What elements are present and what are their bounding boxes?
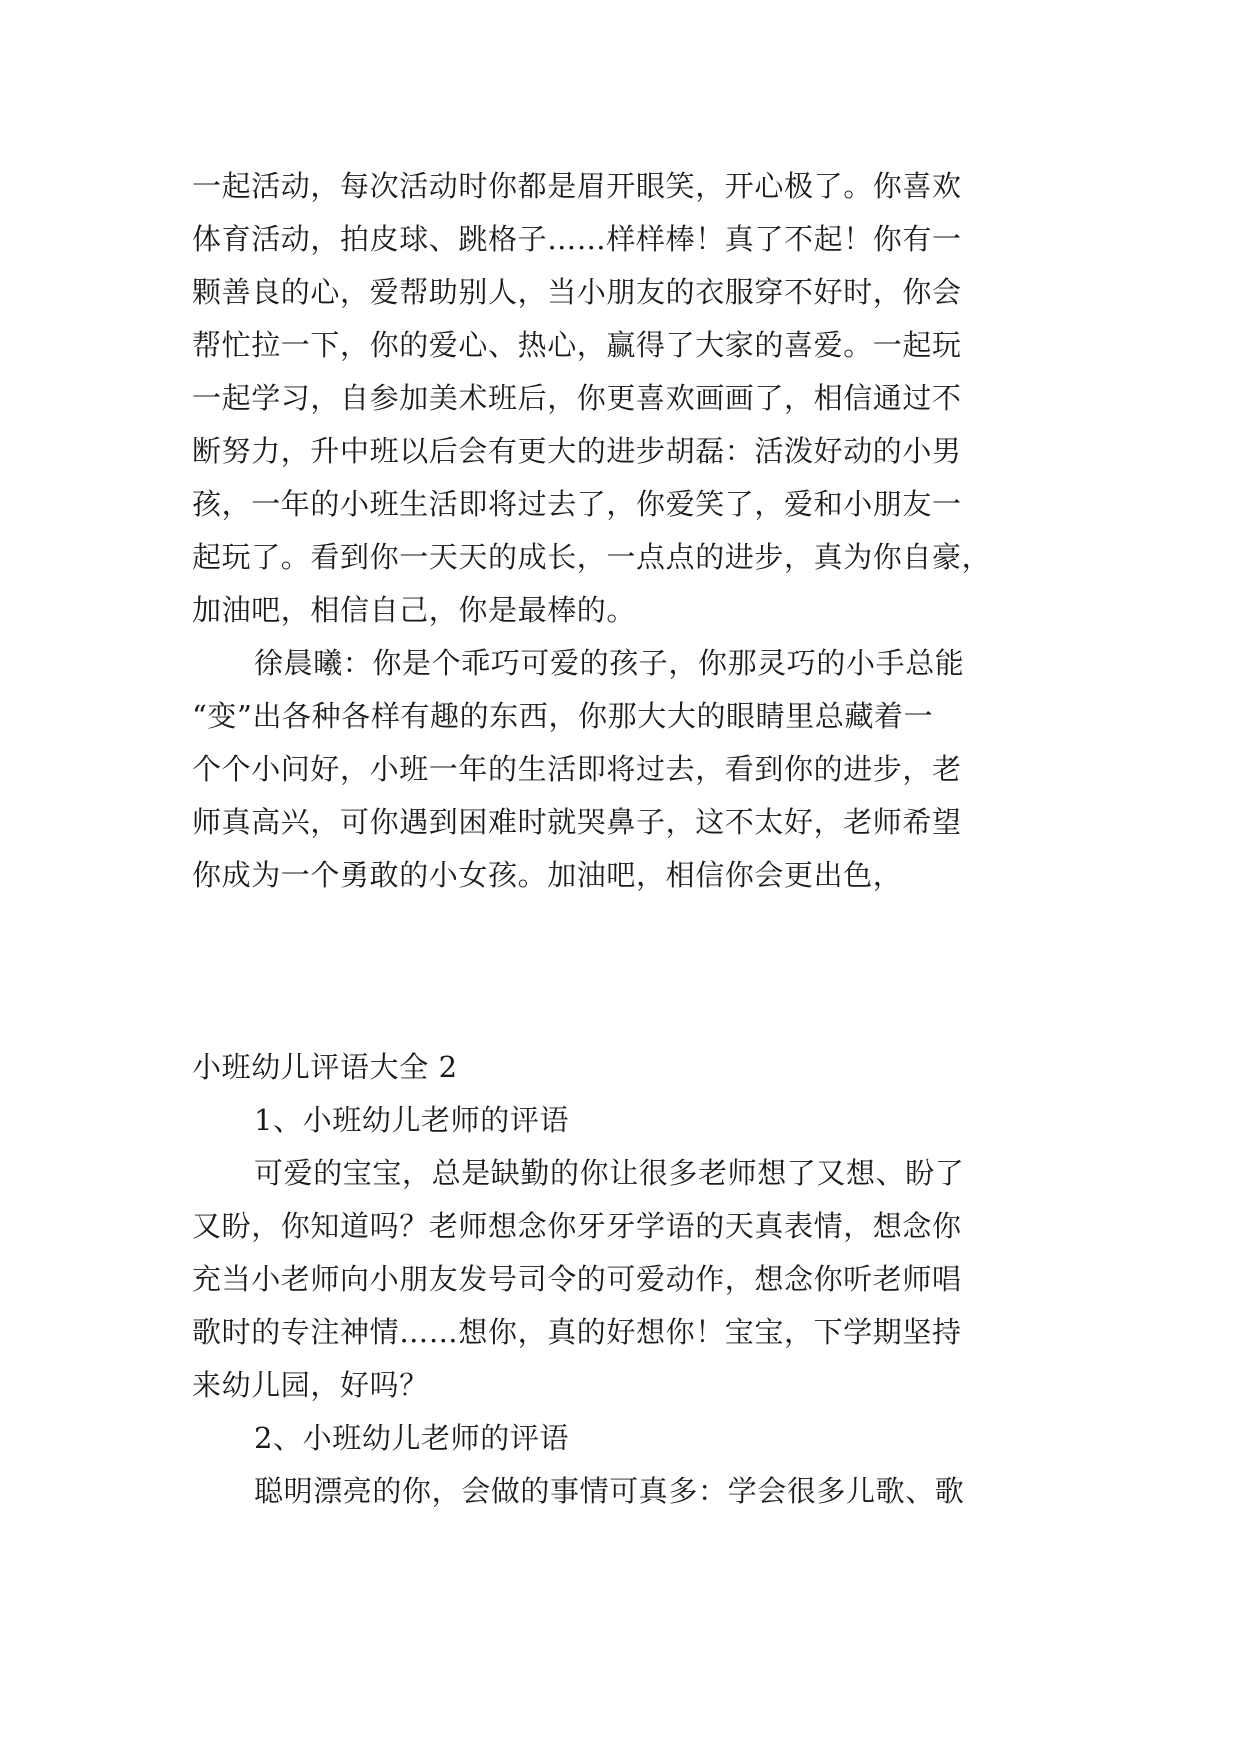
text-line: 断努力，升中班以后会有更大的进步胡磊：活泼好动的小男 xyxy=(192,434,962,468)
text-line: 个个小问好，小班一年的生活即将过去，看到你的进步，老 xyxy=(192,752,962,786)
text-line: 起玩了。看到你一天天的成长，一点点的进步，真为你自豪， xyxy=(192,540,992,574)
text-line: 帮忙拉一下，你的爱心、热心，赢得了大家的喜爱。一起玩 xyxy=(192,328,962,362)
text-line: 孩，一年的小班生活即将过去了，你爱笑了，爱和小朋友一 xyxy=(192,487,962,521)
item-title: 2、小班幼儿老师的评语 xyxy=(254,1421,570,1455)
text-line: 来幼儿园，好吗？ xyxy=(192,1368,429,1402)
text-line: 歌时的专注神情……想你，真的好想你！宝宝，下学期坚持 xyxy=(192,1315,962,1349)
text-line: 你成为一个勇敢的小女孩。加油吧，相信你会更出色， xyxy=(192,858,903,892)
text-line: 聪明漂亮的你，会做的事情可真多：学会很多儿歌、歌 xyxy=(254,1474,965,1508)
item-title: 1、小班幼儿老师的评语 xyxy=(254,1103,570,1137)
text-line: 颗善良的心，爱帮助别人，当小朋友的衣服穿不好时，你会 xyxy=(192,275,962,309)
text-line: 一起活动，每次活动时你都是眉开眼笑，开心极了。你喜欢 xyxy=(192,169,962,203)
text-line: 体育活动，拍皮球、跳格子……样样棒！真了不起！你有一 xyxy=(192,222,962,256)
section-heading: 小班幼儿评语大全 2 xyxy=(192,1050,458,1084)
text-line: 充当小老师向小朋友发号司令的可爱动作，想念你听老师唱 xyxy=(192,1262,962,1296)
text-line: 一起学习，自参加美术班后，你更喜欢画画了，相信通过不 xyxy=(192,381,962,415)
text-line: 加油吧，相信自己，你是最棒的。 xyxy=(192,593,637,627)
paragraph-continued xyxy=(192,160,1052,902)
text-line: 师真高兴，可你遇到困难时就哭鼻子，这不太好，老师希望 xyxy=(192,805,962,839)
section-body xyxy=(192,1094,1052,1518)
text-line: 可爱的宝宝，总是缺勤的你让很多老师想了又想、盼了 xyxy=(254,1156,965,1190)
text-line: 又盼，你知道吗？老师想念你牙牙学语的天真表情，想念你 xyxy=(192,1209,962,1243)
text-line: “变”出各种各样有趣的东西，你那大大的眼睛里总藏着一 xyxy=(192,699,934,733)
text-line: 徐晨曦：你是个乖巧可爱的孩子，你那灵巧的小手总能 xyxy=(254,646,965,680)
